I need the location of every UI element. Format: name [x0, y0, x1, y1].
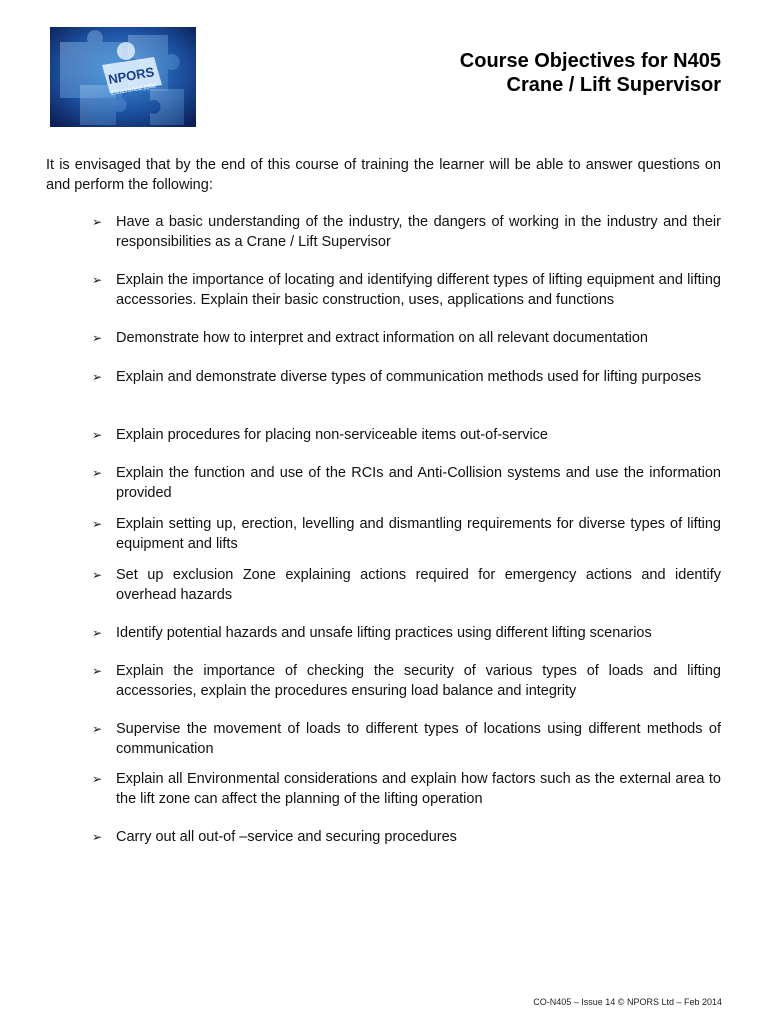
objective-item	[92, 565, 721, 605]
objective-text: Explain all Environmental considerations and explain how factors such as the external area to the lift zone can affect the planning of the lifting operation	[116, 771, 721, 807]
objective-item	[92, 661, 721, 701]
objective-text: Carry out all out-of –service and securing procedures	[116, 829, 457, 845]
arrow-bullet-icon: ➢	[92, 466, 103, 480]
objective-item	[92, 425, 721, 445]
arrow-bullet-icon: ➢	[92, 664, 103, 678]
objective-text: Have a basic understanding of the industry, the dangers of working in the industry and their responsibilities as a Crane / Lift Supervisor	[116, 214, 721, 250]
objective-item	[92, 212, 721, 252]
npors-logo	[50, 27, 196, 127]
objective-item	[92, 328, 721, 348]
page-title	[460, 49, 721, 97]
objective-text: Explain and demonstrate diverse types of communication methods used for lifting purposes	[116, 369, 702, 385]
arrow-bullet-icon: ➢	[92, 517, 103, 531]
objective-text: Explain the importance of checking the security of various types of loads and lifting accessories, explain the procedures ensuring load balance and integrity	[116, 663, 721, 699]
arrow-bullet-icon: ➢	[92, 830, 103, 844]
title-line-2: Crane / Lift Supervisor	[506, 74, 721, 96]
title-line-1: Course Objectives for N405	[459, 50, 721, 72]
objective-item	[92, 463, 721, 503]
objective-item	[92, 367, 721, 387]
objective-text: Explain the importance of locating and identifying different types of lifting equipment and lifting accessories. Explain their basic construction, uses, applications and functions	[116, 272, 721, 308]
arrow-bullet-icon: ➢	[92, 428, 103, 442]
arrow-bullet-icon: ➢	[92, 626, 103, 640]
intro-paragraph: It is envisaged that by the end of this course of training the learner will be able to answer questions on and perform the following:	[46, 157, 721, 193]
objective-text: Explain procedures for placing non-serviceable items out-of-service	[116, 427, 548, 443]
logo-wordmark: NPORS	[107, 64, 156, 87]
objective-item	[92, 827, 721, 847]
arrow-bullet-icon: ➢	[92, 370, 103, 384]
objective-text: Set up exclusion Zone explaining actions required for emergency actions and identify overhead hazards	[116, 567, 721, 603]
objective-item	[92, 270, 721, 310]
objective-text: Identify potential hazards and unsafe lifting practices using different lifting scenarios	[116, 625, 652, 641]
arrow-bullet-icon: ➢	[92, 215, 103, 229]
arrow-bullet-icon: ➢	[92, 331, 103, 345]
document-footer: CO-N405 – Issue 14 © NPORS Ltd – Feb 2014	[533, 997, 722, 1007]
objective-item	[92, 769, 721, 809]
logo-graphic	[50, 27, 196, 127]
objective-text: Explain setting up, erection, levelling and dismantling requirements for diverse types of lifting equipment and lifts	[116, 516, 721, 552]
objective-item	[92, 623, 721, 643]
arrow-bullet-icon: ➢	[92, 772, 103, 786]
arrow-bullet-icon: ➢	[92, 273, 103, 287]
logo-tagline: Established 1992	[110, 83, 158, 97]
objective-text: Supervise the movement of loads to different types of locations using different methods of communication	[116, 721, 721, 757]
objective-item	[92, 514, 721, 554]
arrow-bullet-icon: ➢	[92, 568, 103, 582]
objective-text: Demonstrate how to interpret and extract information on all relevant documentation	[116, 330, 648, 346]
objective-text: Explain the function and use of the RCIs and Anti-Collision systems and use the information provided	[116, 465, 721, 501]
objective-item	[92, 719, 721, 759]
arrow-bullet-icon: ➢	[92, 722, 103, 736]
